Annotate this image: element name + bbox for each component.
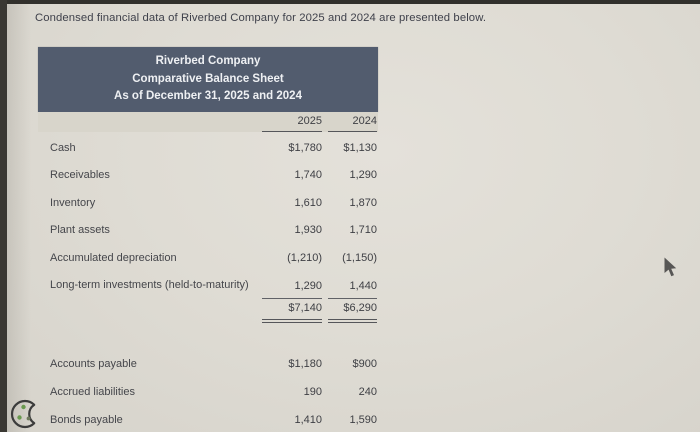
total-2024: $6,290	[328, 299, 377, 323]
value-2025: 1,410	[294, 414, 322, 426]
value-2024: 1,590	[349, 414, 377, 426]
balance-sheet-header	[38, 47, 378, 112]
statement-date: As of December 31, 2025 and 2024	[114, 90, 302, 102]
table-row-bonds-payable	[38, 406, 378, 432]
table-row-plant-assets	[38, 217, 378, 245]
row-label: Plant assets	[50, 224, 110, 237]
company-name: Riverbed Company	[155, 55, 261, 67]
value-2025: (1,210)	[287, 251, 322, 264]
value-2024: $900	[352, 358, 377, 370]
liability-rows	[38, 350, 378, 432]
row-label: Long-term investments (held-to-maturity)	[50, 279, 249, 292]
statement-title: Comparative Balance Sheet	[132, 72, 284, 85]
table-row-long-term-investments	[38, 272, 378, 300]
value-2024: 1,290	[349, 169, 377, 182]
table-row-inventory	[38, 189, 378, 217]
row-label: Accounts payable	[50, 358, 137, 370]
mouse-cursor-icon	[663, 257, 678, 278]
row-label: Cash	[50, 141, 76, 154]
table-row-accrued-liabilities	[38, 378, 378, 406]
problem-intro-text: Condensed financial data of Riverbed Company for 2025 and 2024 are presented below.	[35, 12, 487, 24]
value-2024: 1,440	[328, 275, 377, 299]
value-2025: $1,180	[288, 358, 322, 370]
table-row-total-assets	[38, 299, 378, 323]
value-2024: (1,150)	[342, 251, 377, 264]
column-header-2025: 2025	[262, 112, 322, 132]
value-2024: 1,870	[349, 196, 377, 209]
value-2025: 1,290	[262, 275, 322, 299]
value-2024: $1,130	[343, 141, 377, 154]
row-label: Receivables	[50, 169, 110, 182]
value-2025: 190	[303, 386, 322, 398]
table-row-accumulated-depreciation	[38, 244, 378, 272]
screen-edge-shadow	[7, 0, 31, 432]
screen-edge-left	[0, 0, 7, 432]
value-2025: 1,740	[294, 169, 322, 182]
column-header-2024: 2024	[328, 112, 377, 132]
row-label: Inventory	[50, 196, 96, 209]
row-label: Accumulated depreciation	[50, 251, 177, 264]
table-row-receivables	[38, 162, 378, 190]
comparative-balance-sheet	[38, 47, 378, 432]
row-label: Accrued liabilities	[50, 386, 135, 398]
value-2024: 240	[358, 386, 377, 398]
total-2025: $7,140	[262, 299, 322, 323]
screen-edge-top	[0, 0, 700, 4]
table-row-cash	[38, 134, 378, 162]
year-header-row	[38, 112, 378, 132]
table-row-accounts-payable	[38, 350, 378, 378]
asset-rows	[38, 134, 378, 299]
value-2024: 1,710	[349, 224, 377, 237]
value-2025: 1,610	[294, 196, 322, 209]
value-2025: 1,930	[294, 224, 322, 237]
cookie-icon[interactable]	[9, 398, 46, 431]
row-label: Bonds payable	[50, 414, 123, 426]
value-2025: $1,780	[288, 141, 322, 154]
